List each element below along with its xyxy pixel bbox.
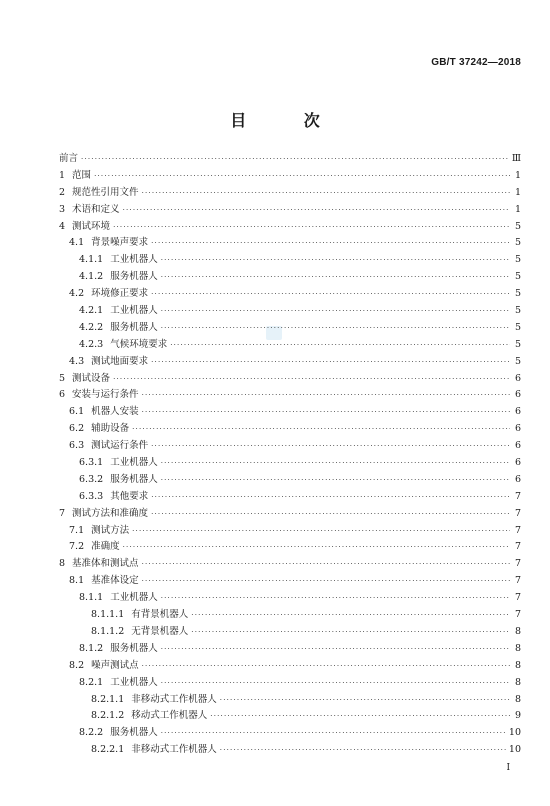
toc-leader-dots	[161, 460, 510, 467]
toc-entry-title: 测试方法和准确度	[72, 507, 149, 519]
toc-entry[interactable]	[59, 711, 521, 728]
toc-entry-page: 5	[514, 355, 521, 367]
toc-entry-title: 非移动式工作机器人	[131, 744, 217, 756]
toc-entry-title: 基准体设定	[91, 575, 139, 587]
toc-entry[interactable]	[59, 509, 521, 526]
toc-entry[interactable]	[59, 593, 521, 610]
toc-entry-number: 4	[59, 220, 66, 232]
toc-entry-title: 非移动式工作机器人	[131, 693, 217, 705]
toc-leader-dots	[123, 207, 510, 214]
toc-leader-dots	[142, 190, 510, 197]
toc-entry-page: 6	[514, 440, 521, 452]
toc-leader-dots	[161, 257, 510, 264]
toc-entry-number: 7	[59, 507, 66, 519]
toc-leader-dots	[161, 595, 510, 602]
toc-entry-title: 测试环境	[72, 220, 111, 232]
toc-entry-title: 环境修正要求	[91, 288, 149, 300]
toc-entry-number: 7.1	[69, 524, 85, 536]
toc-leader-dots	[94, 173, 510, 180]
toc-entry-page: 7	[514, 609, 521, 621]
toc-leader-dots	[151, 443, 510, 450]
toc-entry-page: Ⅲ	[511, 153, 521, 164]
toc-entry-page: 6	[514, 423, 521, 435]
toc-entry-number: 6.3.3	[79, 490, 104, 502]
toc-entry-title: 背景噪声要求	[91, 237, 149, 249]
toc-entry-title: 服务机器人	[110, 642, 158, 654]
toc-entry[interactable]	[59, 272, 521, 289]
toc-entry[interactable]	[59, 171, 521, 188]
toc-leader-dots	[191, 612, 510, 619]
toc-leader-dots	[210, 713, 510, 720]
toc-entry[interactable]	[59, 745, 521, 762]
toc-entry-page: 7	[514, 490, 521, 502]
toc-entry-page: 8	[514, 676, 521, 688]
toc-leader-dots	[161, 680, 510, 687]
toc-entry[interactable]	[59, 154, 521, 171]
toc-entry-page: 5	[514, 338, 521, 350]
toc-entry[interactable]	[59, 695, 521, 712]
toc-entry-title: 工业机器人	[110, 592, 158, 604]
toc-entry-title: 无背景机器人	[131, 625, 189, 637]
toc-entry-page: 8	[514, 625, 521, 637]
toc-entry-page: 6	[514, 406, 521, 418]
toc-leader-dots	[151, 511, 510, 518]
toc-entry-title: 测试设备	[72, 372, 111, 384]
toc-entry-title: 范围	[72, 169, 92, 181]
toc-leader-dots	[170, 342, 510, 349]
toc-entry-number: 4.3	[69, 355, 85, 367]
toc-entry[interactable]	[59, 627, 521, 644]
toc-entry-number: 6.2	[69, 423, 85, 435]
toc-entry[interactable]	[59, 323, 521, 340]
toc-entry[interactable]	[59, 576, 521, 593]
toc-entry[interactable]	[59, 728, 521, 745]
toc-entry-title: 规范性引用文件	[72, 186, 139, 198]
toc-entry-title: 辅助设备	[91, 423, 130, 435]
toc-leader-dots	[142, 392, 510, 399]
toc-entry-number: 6.3.2	[79, 473, 104, 485]
page-number: Ⅰ	[506, 763, 510, 773]
toc-entry-page: 9	[514, 710, 521, 722]
toc-entry[interactable]	[59, 289, 521, 306]
toc-entry-page: 5	[514, 288, 521, 300]
toc-leader-dots	[161, 325, 510, 332]
toc-leader-dots	[132, 426, 510, 433]
toc-entry-title: 工业机器人	[110, 457, 158, 469]
toc-entry-title: 其他要求	[110, 490, 149, 502]
toc-entry-title: 工业机器人	[110, 305, 158, 317]
toc-entry-title: 测试方法	[91, 524, 130, 536]
toc-entry-title: 服务机器人	[110, 271, 158, 283]
standard-code: GB/T 37242—2018	[431, 57, 521, 68]
toc-entry-page: 8	[514, 642, 521, 654]
toc-entry[interactable]	[59, 340, 521, 357]
toc-entry-page: 1	[514, 203, 521, 215]
toc-entry-title: 气候环境要求	[110, 338, 168, 350]
toc-entry[interactable]	[59, 441, 521, 458]
toc-leader-dots	[161, 477, 510, 484]
toc-leader-dots	[151, 240, 510, 247]
toc-entry-page: 8	[514, 659, 521, 671]
toc-entry[interactable]	[59, 424, 521, 441]
toc-leader-dots	[142, 578, 510, 585]
toc-entry[interactable]	[59, 390, 521, 407]
toc-entry-page: 10	[508, 727, 521, 739]
toc-entry[interactable]	[59, 357, 521, 374]
toc-leader-dots	[142, 561, 510, 568]
toc-entry-title: 服务机器人	[110, 473, 158, 485]
toc-leader-dots	[81, 156, 509, 163]
toc-entry-title: 服务机器人	[110, 727, 158, 739]
toc-leader-dots	[191, 629, 510, 636]
toc-leader-dots	[220, 747, 506, 754]
toc-entry-number: 4.1	[69, 237, 85, 249]
toc-entry-page: 7	[514, 558, 521, 570]
toc-entry-page: 5	[514, 220, 521, 232]
toc-entry-number: 8.1.1.2	[91, 625, 125, 637]
toc-entry-number: 8.1	[69, 575, 85, 587]
toc-entry[interactable]	[59, 661, 521, 678]
toc-entry-number: 1	[59, 169, 66, 181]
toc-entry-number: 8.2.1.2	[91, 710, 125, 722]
toc-leader-dots	[161, 730, 506, 737]
toc-leader-dots	[220, 697, 510, 704]
toc-entry-number: 8	[59, 558, 66, 570]
toc-entry-title: 机器人安装	[91, 406, 139, 418]
toc-entry-number: 3	[59, 203, 66, 215]
toc-entry-number: 2	[59, 186, 66, 198]
toc-leader-dots	[161, 274, 510, 281]
toc-leader-dots	[151, 494, 510, 501]
toc-entry-title: 测试运行条件	[91, 440, 149, 452]
toc-entry-title: 工业机器人	[110, 254, 158, 266]
toc-entry-page: 6	[514, 457, 521, 469]
toc-entry-number: 4.2.2	[79, 321, 104, 333]
toc-entry-page: 8	[514, 693, 521, 705]
toc-entry-number: 4.1.1	[79, 254, 104, 266]
toc-entry-title: 术语和定义	[72, 203, 120, 215]
toc-leader-dots	[142, 663, 510, 670]
toc-entry-title: 服务机器人	[110, 321, 158, 333]
toc-entry-page: 7	[514, 575, 521, 587]
toc-entry[interactable]	[59, 374, 521, 391]
toc-title: 目 次	[230, 111, 346, 130]
toc-leader-dots	[151, 291, 510, 298]
toc-entry-number: 5	[59, 372, 66, 384]
toc-leader-dots	[113, 224, 510, 231]
toc-entry-number: 4.2.3	[79, 338, 104, 350]
toc-entry[interactable]	[59, 475, 521, 492]
toc-entry[interactable]	[59, 407, 521, 424]
toc-entry[interactable]	[59, 238, 521, 255]
toc-leader-dots	[151, 359, 510, 366]
toc-entry-title: 移动式工作机器人	[131, 710, 208, 722]
toc-entry-title: 测试地面要求	[91, 355, 149, 367]
toc-leader-dots	[161, 308, 510, 315]
toc-entry-title: 前言	[59, 153, 79, 164]
toc-leader-dots	[161, 646, 510, 653]
toc-entry[interactable]	[59, 458, 521, 475]
toc-entry-page: 7	[514, 592, 521, 604]
toc-entry-page: 7	[514, 524, 521, 536]
toc-entry[interactable]	[59, 559, 521, 576]
toc-entry-number: 6	[59, 389, 66, 401]
toc-entry-number: 8.2.1.1	[91, 693, 125, 705]
toc-entry-page: 5	[514, 305, 521, 317]
toc-leader-dots	[142, 409, 510, 416]
toc-entry-page: 7	[514, 507, 521, 519]
toc-entry[interactable]	[59, 205, 521, 222]
toc-entry-number: 4.2.1	[79, 305, 104, 317]
toc-entry[interactable]	[59, 644, 521, 661]
toc-entry-title: 有背景机器人	[131, 609, 189, 621]
toc-entry-number: 8.1.1	[79, 592, 104, 604]
toc-entry-number: 8.1.1.1	[91, 609, 125, 621]
toc-entry-title: 工业机器人	[110, 676, 158, 688]
table-of-contents	[59, 154, 521, 762]
toc-entry-number: 8.2	[69, 659, 85, 671]
toc-entry-number: 8.1.2	[79, 642, 104, 654]
toc-entry-page: 5	[514, 321, 521, 333]
toc-entry-number: 6.3	[69, 440, 85, 452]
toc-entry[interactable]	[59, 610, 521, 627]
toc-entry-number: 6.1	[69, 406, 85, 418]
toc-entry-page: 1	[514, 186, 521, 198]
toc-entry[interactable]	[59, 188, 521, 205]
toc-entry-number: 8.2.2.1	[91, 744, 125, 756]
toc-entry-title: 准确度	[91, 541, 120, 553]
toc-entry[interactable]	[59, 255, 521, 272]
toc-entry-page: 10	[508, 744, 521, 756]
toc-entry[interactable]	[59, 222, 521, 239]
toc-entry-page: 5	[514, 271, 521, 283]
toc-entry-title: 安装与运行条件	[72, 389, 139, 401]
toc-entry-number: 8.2.1	[79, 676, 104, 688]
toc-entry-page: 5	[514, 254, 521, 266]
toc-leader-dots	[123, 544, 510, 551]
toc-entry-title: 噪声测试点	[91, 659, 139, 671]
toc-entry[interactable]	[59, 678, 521, 695]
toc-entry-page: 6	[514, 372, 521, 384]
toc-entry-title: 基准体和测试点	[72, 558, 139, 570]
toc-leader-dots	[132, 528, 510, 535]
toc-entry-number: 6.3.1	[79, 457, 104, 469]
toc-entry-page: 6	[514, 473, 521, 485]
toc-entry-number: 4.1.2	[79, 271, 104, 283]
toc-entry[interactable]	[59, 306, 521, 323]
toc-entry-number: 7.2	[69, 541, 85, 553]
toc-entry-number: 8.2.2	[79, 727, 104, 739]
toc-entry-page: 1	[514, 169, 521, 181]
toc-entry[interactable]	[59, 492, 521, 509]
toc-entry-page: 5	[514, 237, 521, 249]
toc-entry-page: 6	[514, 389, 521, 401]
toc-entry[interactable]	[59, 526, 521, 543]
toc-entry[interactable]	[59, 542, 521, 559]
toc-entry-page: 7	[514, 541, 521, 553]
toc-leader-dots	[113, 376, 510, 383]
toc-entry-number: 4.2	[69, 288, 85, 300]
